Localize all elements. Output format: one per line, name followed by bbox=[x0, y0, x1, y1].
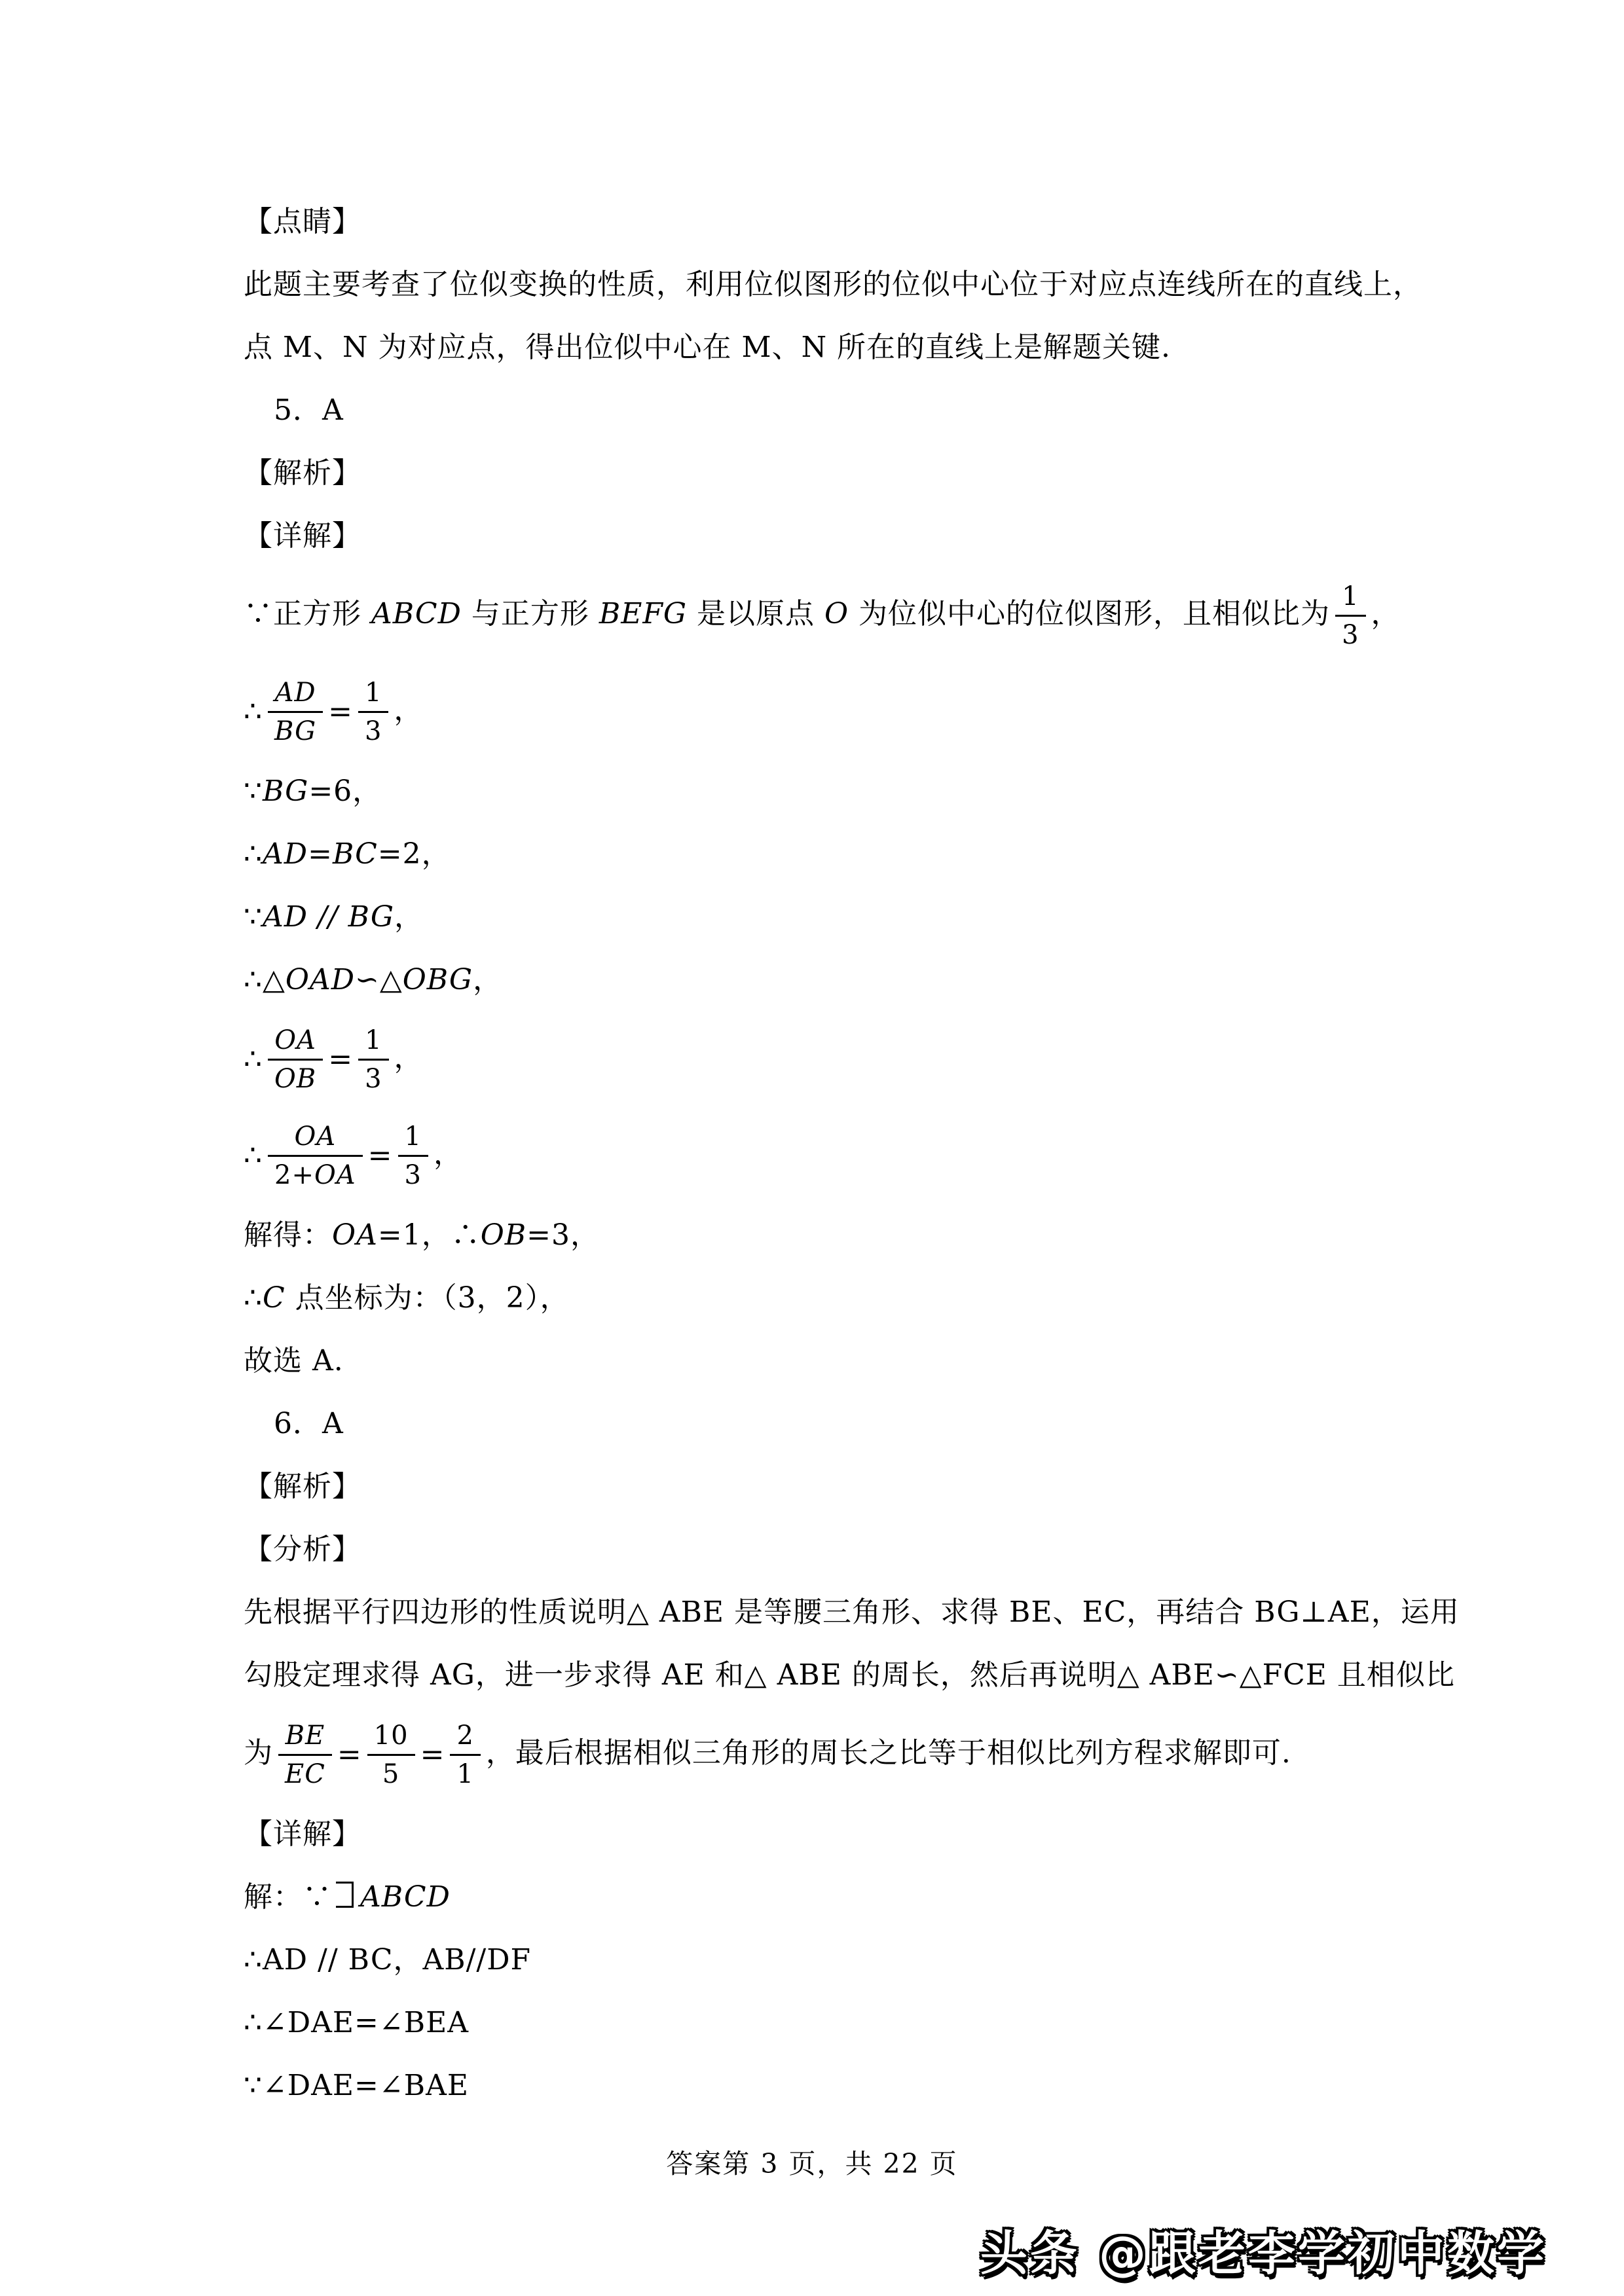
text-segment: =2， bbox=[377, 837, 451, 871]
xiangjie-heading-q5: 【详解】 bbox=[244, 519, 361, 553]
text-segment: ∵正方形 bbox=[244, 597, 371, 630]
page-content bbox=[244, 203, 1460, 2130]
similar-symbol: ∽△ bbox=[354, 963, 403, 996]
because-symbol: ∵ bbox=[244, 900, 263, 934]
denominator: OB bbox=[274, 1064, 317, 1094]
therefore-symbol: ∴△ bbox=[244, 963, 286, 996]
text-segment: 是以原点 bbox=[687, 597, 824, 630]
text-segment: 为位似中心的位似图形，且相似比为 bbox=[849, 597, 1331, 630]
q5-line-similar-triangles bbox=[244, 961, 1388, 999]
fraction bbox=[268, 1024, 323, 1095]
q6-solution-start-line bbox=[244, 1878, 1388, 1916]
q6-analysis-line-3 bbox=[244, 1719, 1388, 1791]
fraction bbox=[268, 1120, 363, 1192]
q5-line-bg6 bbox=[244, 773, 1388, 811]
equals-sign: = bbox=[337, 1738, 362, 1772]
equals-sign: = bbox=[328, 1042, 354, 1076]
denominator bbox=[268, 1157, 363, 1192]
numerator: 2 bbox=[450, 1719, 480, 1756]
text-segment: ， bbox=[473, 963, 503, 996]
text-segment: 解：∵ bbox=[244, 1880, 332, 1914]
math-var: OAD bbox=[285, 963, 355, 996]
answer-item-5: 5．A bbox=[274, 393, 344, 427]
numerator: AD bbox=[268, 676, 323, 713]
q6-analysis-line-2: 勾股定理求得 AG，进一步求得 AE 和△ ABE 的周长，然后再说明△ ABE∽△FCE 且相似比 bbox=[244, 1658, 1455, 1692]
text-segment: 为 bbox=[244, 1736, 273, 1770]
math-var: BC bbox=[332, 837, 378, 871]
numerator: 10 bbox=[367, 1719, 415, 1756]
math-var: O bbox=[824, 597, 849, 630]
equals-sign: = bbox=[367, 1139, 393, 1173]
numerator: OA bbox=[268, 1024, 323, 1061]
math-var: OA bbox=[332, 1218, 378, 1252]
q5-formula-oa-ob bbox=[244, 1024, 1388, 1095]
answer-item-6: 6．A bbox=[274, 1407, 344, 1440]
numerator: 1 bbox=[358, 1024, 388, 1061]
therefore-symbol: ∴ bbox=[244, 1281, 263, 1315]
fraction bbox=[268, 676, 323, 748]
fraction bbox=[450, 1719, 480, 1791]
page-footer: 答案第 3 页，共 22 页 bbox=[666, 2148, 958, 2179]
denominator: 3 bbox=[365, 1064, 382, 1094]
q5-choose-line: 故选 A. bbox=[244, 1344, 344, 1377]
q5-solve-line bbox=[244, 1216, 1388, 1254]
denominator: 5 bbox=[382, 1759, 400, 1789]
q5-formula-ad-bg bbox=[244, 676, 1388, 748]
watermark: 头条 @跟老李学初中数学 bbox=[980, 2226, 1547, 2281]
q5-line-parallel bbox=[244, 898, 1388, 936]
numerator: 1 bbox=[1335, 580, 1365, 617]
therefore-symbol: ∴ bbox=[244, 1042, 263, 1076]
q5-given-line bbox=[244, 580, 1401, 651]
text-segment: ， bbox=[394, 900, 424, 934]
math-var: C bbox=[263, 1281, 286, 1315]
q5-line-ad-bc2 bbox=[244, 835, 1388, 873]
q5-coordinate-line bbox=[244, 1279, 1388, 1317]
text-segment: = bbox=[308, 837, 333, 871]
math-var: OBG bbox=[402, 963, 473, 996]
remark-paragraph-line-2: 点 M、N 为对应点，得出位似中心在 M、N 所在的直线上是解题关键. bbox=[244, 331, 1172, 364]
math-var: BEFG bbox=[599, 597, 687, 630]
text-segment: ， bbox=[433, 1137, 463, 1171]
because-symbol: ∵ bbox=[244, 774, 263, 808]
math-var: ABCD bbox=[360, 1880, 451, 1914]
fraction bbox=[1335, 580, 1365, 651]
xiangjie-heading-q6: 【详解】 bbox=[244, 1817, 361, 1851]
numerator: 1 bbox=[358, 676, 388, 713]
fraction bbox=[358, 676, 388, 748]
denominator: 1 bbox=[456, 1759, 474, 1789]
math-var: OB bbox=[480, 1218, 527, 1252]
fenxi-heading-q6: 【分析】 bbox=[244, 1533, 361, 1566]
denominator: BG bbox=[274, 716, 317, 746]
fraction bbox=[367, 1719, 415, 1791]
text-segment: =3， bbox=[526, 1218, 600, 1252]
text-segment: ，最后根据相似三角形的周长之比等于相似比列方程求解即可. bbox=[485, 1736, 1291, 1770]
therefore-symbol: ∴ bbox=[244, 1139, 263, 1173]
text-segment: 点坐标为：（3，2）， bbox=[285, 1281, 570, 1315]
remark-heading: 【点睛】 bbox=[244, 205, 361, 238]
denominator: 3 bbox=[404, 1160, 422, 1190]
math-var: AD // BG bbox=[263, 900, 394, 934]
text-segment: ， bbox=[394, 1041, 424, 1074]
text-segment: 与正方形 bbox=[461, 597, 599, 630]
remark-paragraph-line-1: 此题主要考查了位似变换的性质，利用位似图形的位似中心位于对应点连线所在的直线上， bbox=[244, 268, 1422, 301]
math-var: OA bbox=[314, 1160, 356, 1190]
math-var: AD bbox=[263, 837, 308, 871]
jiexi-heading-q6: 【解析】 bbox=[244, 1470, 361, 1503]
fraction bbox=[398, 1120, 428, 1192]
therefore-symbol: ∴ bbox=[244, 695, 263, 729]
numerator: OA bbox=[268, 1120, 363, 1157]
q6-parallel-line: ∴AD // BC，AB//DF bbox=[244, 1943, 532, 1977]
jiexi-heading-q5: 【解析】 bbox=[244, 456, 361, 490]
text-segment: ， bbox=[1371, 597, 1401, 630]
fraction bbox=[358, 1024, 388, 1095]
text-segment: =6， bbox=[308, 774, 382, 808]
q6-angle-line-1: ∴∠DAE=∠BEA bbox=[244, 2006, 469, 2039]
q6-angle-line-2: ∵∠DAE=∠BAE bbox=[244, 2069, 469, 2102]
parallelogram-symbol bbox=[336, 1882, 354, 1908]
denominator: EC bbox=[285, 1759, 325, 1789]
q6-analysis-line-1: 先根据平行四边形的性质说明△ ABE 是等腰三角形、求得 BE、EC，再结合 BG⊥AE，运用 bbox=[244, 1595, 1460, 1629]
q5-formula-oa-2oa bbox=[244, 1120, 1388, 1192]
denominator: 3 bbox=[1342, 620, 1359, 650]
text-segment: ， bbox=[394, 693, 424, 727]
math-var: BG bbox=[263, 774, 309, 808]
text-segment: =1，∴ bbox=[377, 1218, 481, 1252]
fraction bbox=[278, 1719, 332, 1791]
denominator: 3 bbox=[364, 716, 382, 746]
text-segment: 解得： bbox=[244, 1218, 332, 1252]
numerator: BE bbox=[278, 1719, 332, 1756]
numerator: 1 bbox=[398, 1120, 428, 1157]
equals-sign: = bbox=[420, 1738, 445, 1772]
math-var: ABCD bbox=[371, 597, 462, 630]
equals-sign: = bbox=[328, 695, 353, 729]
therefore-symbol: ∴ bbox=[244, 837, 263, 871]
text-segment: 2+ bbox=[274, 1160, 314, 1190]
